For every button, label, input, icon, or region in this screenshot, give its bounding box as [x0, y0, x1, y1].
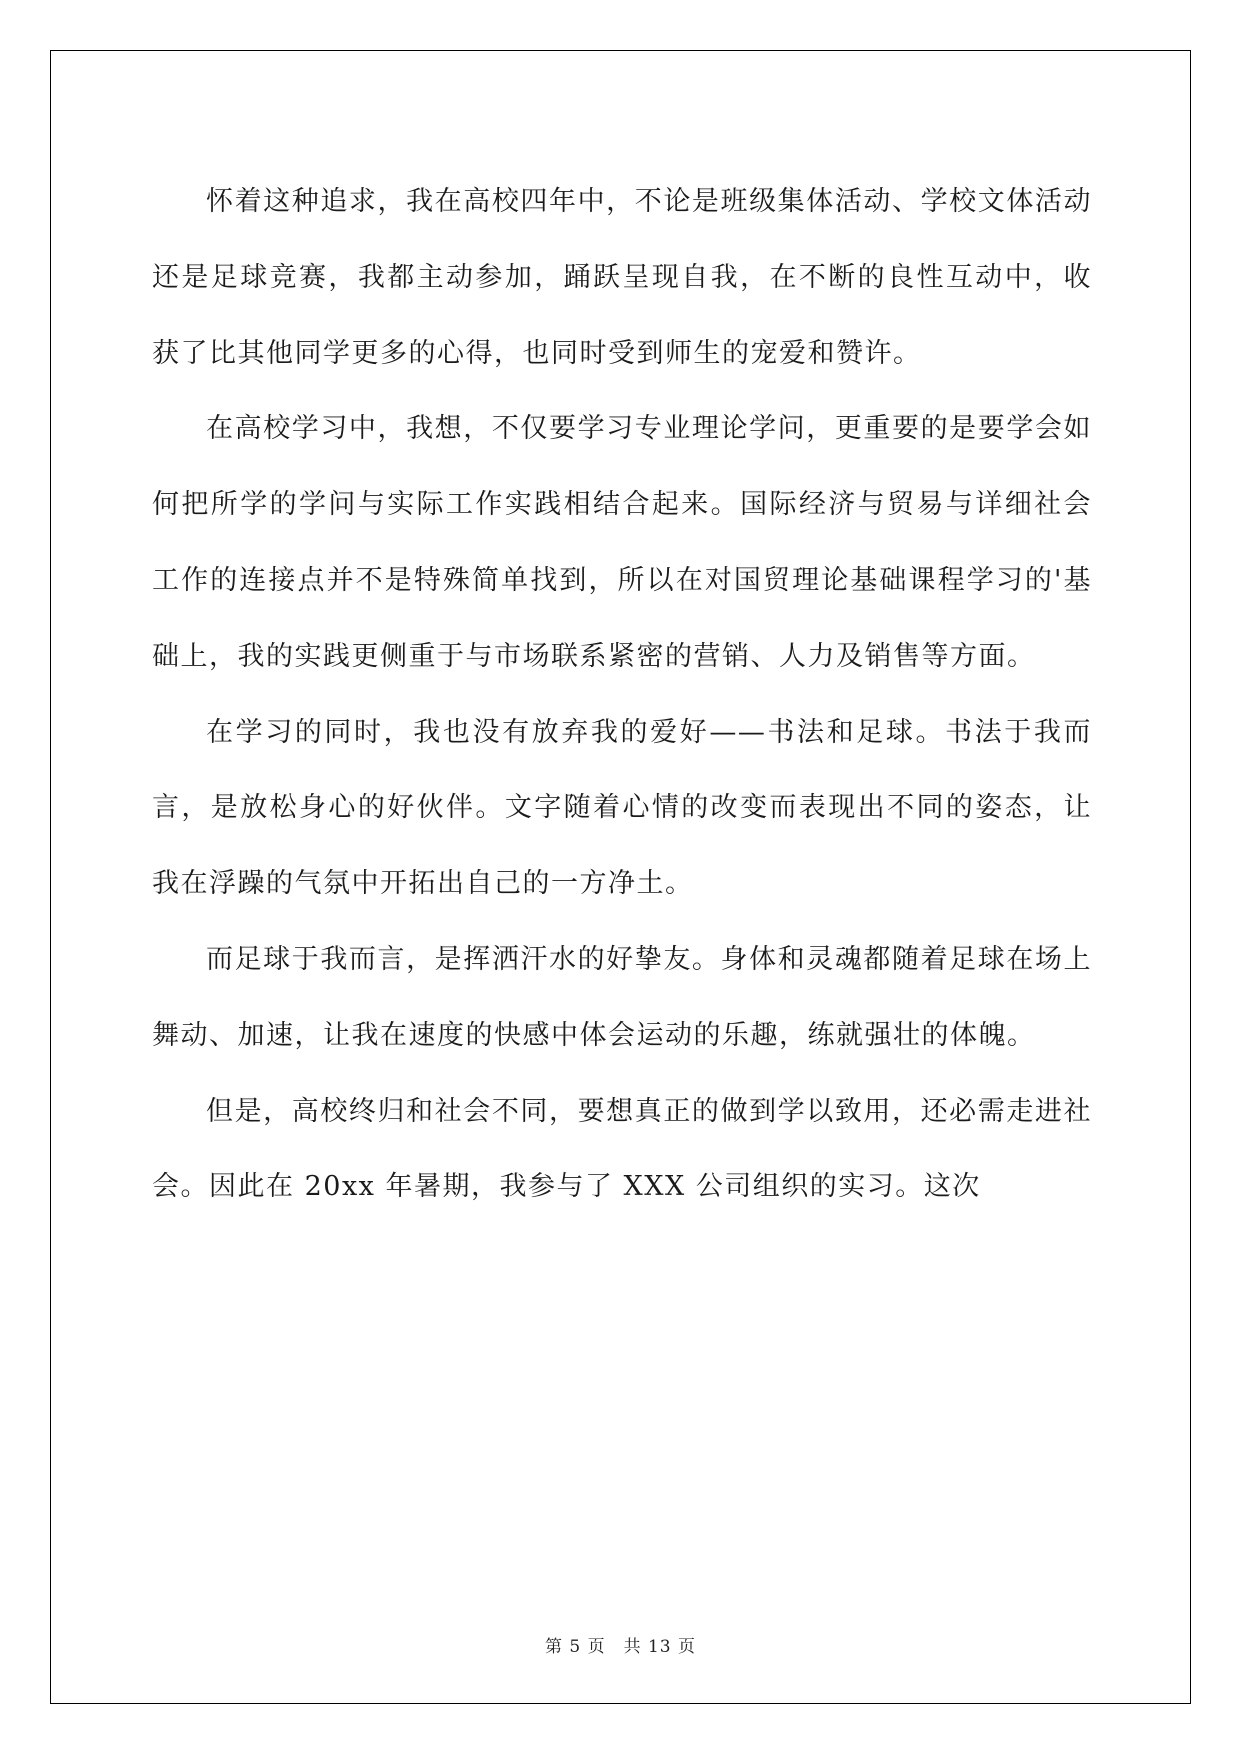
- paragraph-3: 在学习的同时，我也没有放弃我的爱好——书法和足球。书法于我而言，是放松身心的好伙伴。文字随着心情的改变而表现出不同的姿态，让我在浮躁的气氛中开拓出自己的一方净土。: [152, 716, 1092, 900]
- page-footer: [0, 1632, 1241, 1657]
- paragraph-1: 怀着这种追求，我在高校四年中，不论是班级集体活动、学校文体活动还是足球竞赛，我都主动参加，踊跃呈现自我，在不断的良性互动中，收获了比其他同学更多的心得，也同时受到师生的宠爱和赞许。: [152, 186, 1092, 369]
- page-number: 第 5 页: [544, 1637, 606, 1657]
- paragraph-2: 在高校学习中，我想，不仅要学习专业理论学问，更重要的是要学会如何把所学的学问与实际工作实践相结合起来。国际经济与贸易与详细社会工作的连接点并不是特殊简单找到，所以在对国贸理论基础课程学习的'基础上，我的实践更侧重于与市场联系紧密的营销、人力及销售等方面。: [152, 413, 1092, 672]
- paragraph-5: 但是，高校终归和社会不同，要想真正的做到学以致用，还必需走进社会。因此在 20xx 年暑期，我参与了 XXX 公司组织的实习。这次: [152, 1095, 1092, 1203]
- paragraph-4: 而足球于我而言，是挥洒汗水的好挚友。身体和灵魂都随着足球在场上舞动、加速，让我在速度的快感中体会运动的乐趣，练就强壮的体魄。: [152, 943, 1092, 1051]
- document-body: [152, 164, 1092, 1225]
- page-total: 共 13 页: [623, 1637, 697, 1657]
